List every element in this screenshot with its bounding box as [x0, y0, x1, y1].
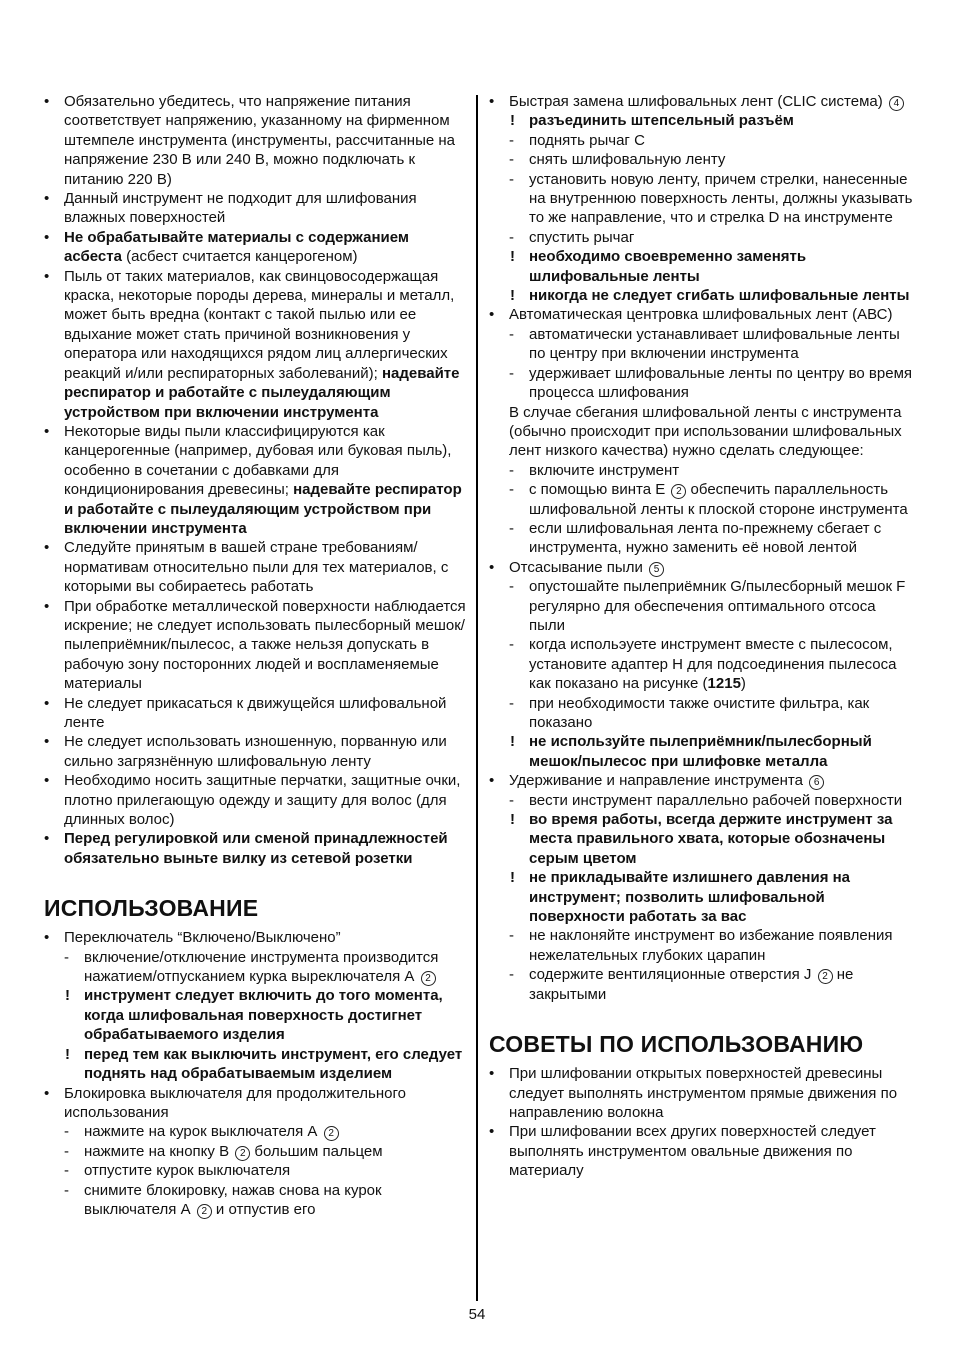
- switch-sub-text: включение/отключение инструмента производится нажатием/отпусканием курка выреключателя А: [84, 948, 439, 986]
- dust-sub: - опустошайте пылеприёмник G/пылесборный мешок F регулярно для обеспечения оптимального отсоса пыли: [489, 577, 913, 635]
- lock-sub: [44, 1122, 468, 1141]
- clic-label: Быстрая замена шлифовальных лент (CLIC система): [509, 93, 883, 110]
- figure-ref-badge: 2: [235, 1146, 250, 1161]
- abc-sub: - если шлифовальная лента по-прежнему сбегает с инструмента, нужно заменить её новой лентой: [489, 519, 913, 558]
- hold-label: Удерживание и направление инструмента: [509, 772, 803, 790]
- safety-text: Данный инструмент не подходит для шлифования влажных поверхностей: [64, 190, 417, 227]
- clic-sub: - спустить рычаг: [489, 228, 913, 247]
- safety-item: [44, 597, 468, 694]
- safety-item: [44, 267, 468, 422]
- figure-ref-badge: 2: [671, 484, 686, 499]
- lock-sub-text: нажмите на курок выключателя А: [84, 1123, 318, 1141]
- abc-sub: - удерживает шлифовальные ленты по центру во время процесса шлифования: [489, 364, 913, 403]
- abc-paragraph: В случае сбегания шлифовальной ленты с инструмента (обычно происходит при использовании шлифовальных лент низкого качества) нужно сделать следующее:: [509, 403, 902, 460]
- column-divider: [476, 95, 478, 1301]
- safety-text: Не следует прикасаться к движущейся шлифовальной ленте: [64, 694, 447, 731]
- abc-sub-text: с помощью винта Е: [529, 481, 666, 499]
- hold-item: [489, 771, 913, 790]
- abc-sub: - автоматически устанавливает шлифовальные ленты по центру при включении инструмента: [489, 325, 913, 364]
- warning-item: ! во время работы, всегда держите инструмент за места правильного хвата, которые обозначены серым цветом: [489, 810, 913, 868]
- figure-ref-badge: 2: [197, 1204, 212, 1219]
- hold-sub-text: содержите вентиляционные отверстия J: [529, 966, 812, 984]
- tip-item: • При шлифовании всех других поверхностей следует выполнять инструментом овальные движения по материалу: [489, 1122, 913, 1180]
- warning-item: ! не используйте пылеприёмник/пылесборный мешок/пылесос при шлифовке металла: [489, 732, 913, 771]
- lock-sub: - отпустите курок выключателя: [44, 1161, 468, 1180]
- warning-item: ! перед тем как выключить инструмент, его следует поднять над обрабатываемым изделием: [44, 1045, 468, 1084]
- safety-item: [44, 829, 468, 868]
- abc-item: • Автоматическая центровка шлифовальных лент (АВС): [489, 305, 913, 324]
- warning-item: ! инструмент следует включить до того момента, когда шлифовальная поверхность достигнет обрабатываемого изделия: [44, 986, 468, 1044]
- figure-ref-badge: 6: [809, 775, 824, 790]
- warning-item: ! разъединить штепсельный разъём: [489, 111, 913, 130]
- safety-text: При обработке металлической поверхности наблюдается искрение; не следует использовать пылесборный мешок/пылеприёмник/пылесос, а также нельзя допускать в рабочую зону посторонних людей и воспламеняемые материалы: [64, 597, 466, 693]
- safety-text: (асбест считается канцерогеном): [121, 248, 358, 266]
- switch-item: • Переключатель “Включено/Выключено”: [44, 928, 468, 947]
- lock-item: • Блокировка выключателя для продолжительного использования: [44, 1084, 468, 1123]
- lock-sub-text: большим пальцем: [250, 1142, 383, 1160]
- clic-sub: - установить новую ленту, причем стрелки, нанесенные на внутреннюю поверхность ленты, должны указывать то же направление, что и стрелка D на инструменте: [489, 170, 913, 228]
- switch-sub: [44, 948, 468, 987]
- section-title-tips: СОВЕТЫ ПО ИСПОЛЬЗОВАНИЮ: [489, 1031, 864, 1058]
- warning-item: ! необходимо своевременно заменять шлифовальные ленты: [489, 247, 913, 286]
- clic-sub: - поднять рычаг С: [489, 131, 913, 150]
- safety-text: Необходимо носить защитные перчатки, защитные очки, плотно прилегающую одежду и защиту для волос (для длинных волос): [64, 772, 461, 829]
- hold-sub: - не наклоняйте инструмент во избежание появления нежелательных глубоких царапин: [489, 926, 913, 965]
- figure-ref-badge: 5: [649, 562, 664, 577]
- tip-item: • При шлифовании открытых поверхностей древесины следует выполнять инструментом прямые движения по направлению волокна: [489, 1064, 913, 1122]
- lock-sub: [44, 1181, 468, 1220]
- safety-item: [44, 189, 468, 228]
- dust-label: Отсасывание пыли: [509, 558, 643, 576]
- safety-item: [44, 228, 468, 267]
- clic-item: [489, 92, 913, 111]
- dust-sub-text: когда испольэуете инструмент вместе с пылесосом, установите адаптер Н для подсоединения пылесоса как показано на рисунке (: [529, 636, 897, 693]
- safety-item: [44, 694, 468, 733]
- safety-text: Пыль от таких материалов, как свинцовосодержащая краска, некоторые породы дерева, минералы и металл, может быть вредна (контакт с такой пылью или ее вдыхание может стать причиной возникновения у оператора или находящихся рядом лиц аллергических реакций и/или респираторных заболеваний);: [64, 267, 455, 382]
- lock-sub-text: и отпустив его: [211, 1200, 316, 1218]
- clic-sub: - снять шлифовальную ленту: [489, 150, 913, 169]
- safety-text: Следуйте принятым в вашей стране требованиям/нормативам относительно пыли для тех материалов, с которыми вы собираетесь работать: [64, 539, 449, 596]
- dust-sub-text: ): [740, 675, 746, 693]
- safety-item: [44, 92, 468, 189]
- safety-text: Обязательно убедитесь, что напряжение питания соответствует напряжению, указанному на фирменном штемпеле инструмента (инструменты, рассчитанные на напряжение 230 В или 240 В, можно подключать к питанию 220 В): [64, 93, 456, 188]
- figure-ref-badge: 2: [324, 1126, 339, 1141]
- dust-sub: [489, 635, 913, 693]
- hold-sub-text: не закрытыми: [529, 966, 854, 1003]
- warning-item: ! никогда не следует сгибать шлифовальные ленты: [489, 286, 913, 305]
- lock-sub: [44, 1142, 468, 1161]
- abc-sub-text: обеспечить параллельность шлифовальной ленты к плоской стороне инструмента: [529, 481, 908, 518]
- safety-item: [44, 732, 468, 771]
- hold-sub: - вести инструмент параллельно рабочей поверхности: [489, 791, 913, 810]
- figure-ref-badge: 2: [421, 971, 436, 986]
- left-column: [44, 92, 468, 1219]
- safety-item: [44, 771, 468, 829]
- safety-bold-text: Не обрабатывайте материалы с содержанием асбеста: [64, 228, 409, 266]
- figure-number: 1215: [707, 675, 741, 693]
- abc-sub: [489, 480, 913, 519]
- safety-item: [44, 538, 468, 596]
- lock-sub-text: нажмите на кнопку В: [84, 1142, 230, 1160]
- dust-sub: - при необходимости также очистите фильтра, как показано: [489, 694, 913, 733]
- figure-ref-badge: 4: [889, 96, 904, 111]
- abc-sub: - включите инструмент: [489, 461, 913, 480]
- safety-text: Не следует использовать изношенную, порванную или сильно загрязнённую шлифовальную ленту: [64, 733, 447, 770]
- safety-text: Некоторые виды пыли классифицируются как канцерогенные (например, дубовая или буковая пыль), особенно в сочетании с добавками для кондиционирования древесины;: [64, 422, 452, 499]
- safety-bold-text: надевайте респиратор и работайте с пылеудаляющим устройством при включении инструмента: [64, 481, 462, 537]
- safety-bold-text: надевайте респиратор и работайте с пылеудаляющим устройством при включении инструмента: [64, 364, 460, 421]
- hold-sub: [489, 965, 913, 1004]
- lock-sub-text: снимите блокировку, нажав снова на курок выключателя А: [84, 1181, 382, 1218]
- figure-ref-badge: 2: [818, 969, 833, 984]
- section-title-usage: ИСПОЛЬЗОВАНИЕ: [44, 895, 259, 922]
- warning-item: ! не прикладывайте излишнего давления на инструмент; позволить шлифовальной поверхности работать за вас: [489, 868, 913, 926]
- safety-bold-text: Перед регулировкой или сменой принадлежностей обязательно выньте вилку из сетевой розетки: [64, 830, 448, 867]
- dust-item: [489, 558, 913, 577]
- safety-item: [44, 422, 468, 538]
- page-number: 54: [468, 1306, 486, 1323]
- right-column: [489, 92, 913, 1181]
